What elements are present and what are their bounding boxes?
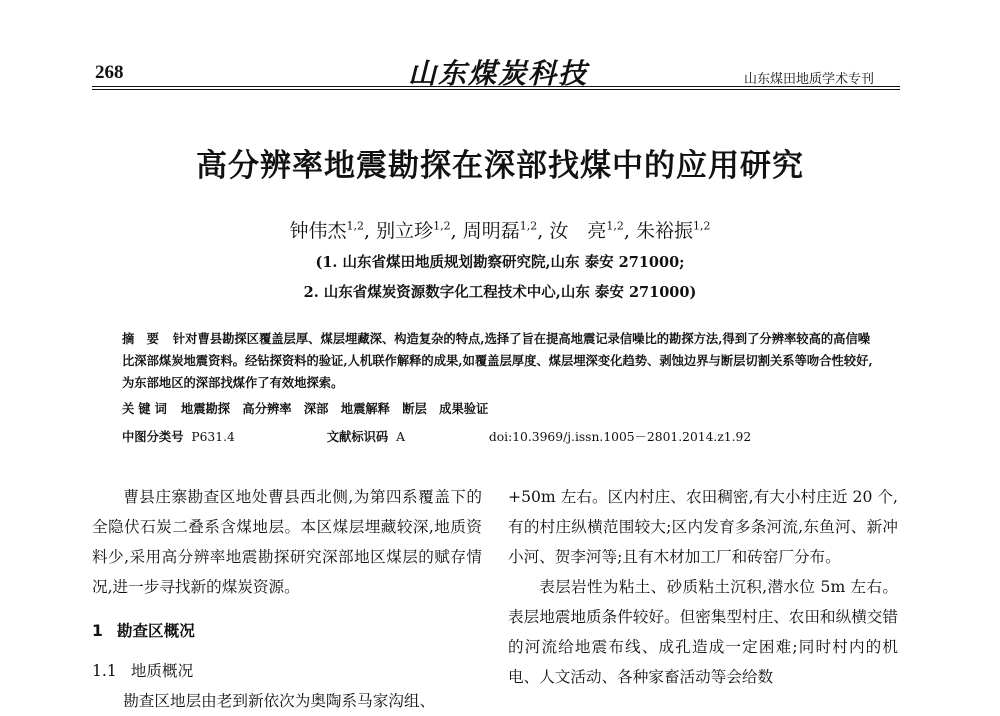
author-separator: , — [450, 220, 457, 242]
body-column-left — [92, 482, 482, 716]
abstract-label: 摘 要 — [122, 332, 163, 346]
article-title: 高分辨率地震勘探在深部找煤中的应用研究 — [196, 148, 804, 184]
author-name: 周明磊 — [462, 220, 520, 242]
section-heading: 1 勘查区概况 — [92, 622, 195, 640]
body-column-right — [508, 482, 898, 692]
keywords-label: 关键词 — [122, 402, 171, 416]
abstract-text: 针对曹县勘探区覆盖层厚、煤层埋藏深、构造复杂的特点,选择了旨在提高地震记录信噪比的勘探方法,得到了分辨率较高的高信噪比深部煤炭地震资料。经钻探资料的验证,人机联作解释的成果,如覆盖层厚度、煤层埋深变化趋势、剥蚀边界与断层切割关系等吻合性较好,为东部地区的深部找煤作了有效地探索。 — [122, 331, 873, 390]
doc-code-value: A — [396, 430, 405, 444]
keywords-text: 地震勘探 高分辨率 深部 地震解释 断层 成果验证 — [180, 401, 489, 416]
journal-logo: 山东煤炭科技 — [408, 57, 589, 90]
special-issue-label: 山东煤田地质学术专刊 — [744, 72, 875, 87]
author-affiliation-mark: 1,2 — [433, 219, 451, 233]
author-separator: , — [623, 220, 630, 242]
author-affiliation-mark: 1,2 — [606, 219, 624, 233]
header-rule-thin — [92, 89, 900, 90]
keywords — [122, 398, 882, 420]
author-affiliation-mark: 1,2 — [519, 219, 538, 233]
body-paragraph: 表层岩性为粘土、砂质粘土沉积,潜水位 5m 左右。表层地震地质条件较好。但密集型村庄、农田和纵横交错的河流给地震布线、成孔造成一定困难;同时村内的机电、人文活动、各种家畜活动等会给数 — [508, 578, 898, 686]
author-list — [0, 216, 1000, 243]
doi: doi:10.3969/j.issn.1005－2801.2014.z1.92 — [488, 430, 752, 444]
abstract — [122, 328, 882, 394]
author-affiliation-mark: 1,2 — [692, 219, 711, 233]
author-name: 别立珍 — [376, 220, 434, 242]
author-separator: , — [537, 220, 544, 242]
intro-paragraph: 曹县庄寨勘查区地处曹县西北侧,为第四系覆盖下的全隐伏石炭二叠系含煤地层。本区煤层埋藏较深,地质资料少,采用高分辨率地震勘探研究深部地区煤层的赋存情况,进一步寻找新的煤炭资源。 — [92, 488, 482, 596]
affiliation-2: 2. 山东省煤炭资源数字化工程技术中心,山东 泰安 271000) — [303, 284, 697, 301]
author-affiliation-mark: 1,2 — [346, 219, 365, 233]
author-name: 汝 亮 — [549, 220, 607, 242]
body-paragraph: +50m 左右。区内村庄、农田稠密,有大小村庄近 20 个,有的村庄纵横范围较大;区内发育多条河流,东鱼河、新冲小河、贺李河等;且有木材加工厂和砖窑厂分布。 — [508, 488, 898, 566]
author-separator: , — [364, 220, 371, 242]
subsection-heading: 1.1 地质概况 — [92, 662, 194, 680]
clc-value: P631.4 — [191, 430, 235, 444]
page-number: 268 — [95, 62, 124, 83]
author-name: 钟伟杰 — [289, 220, 347, 242]
body-paragraph: 勘查区地层由老到新依次为奥陶系马家沟组、 — [123, 692, 436, 710]
affiliation-1: (1. 山东省煤田地质规划勘察研究院,山东 泰安 271000; — [315, 254, 685, 271]
classification-line — [122, 426, 882, 448]
doc-code-label: 文献标识码 — [326, 430, 389, 444]
header-rule — [92, 86, 900, 87]
clc-label: 中图分类号 — [122, 430, 184, 444]
author-name: 朱裕振 — [635, 220, 693, 242]
